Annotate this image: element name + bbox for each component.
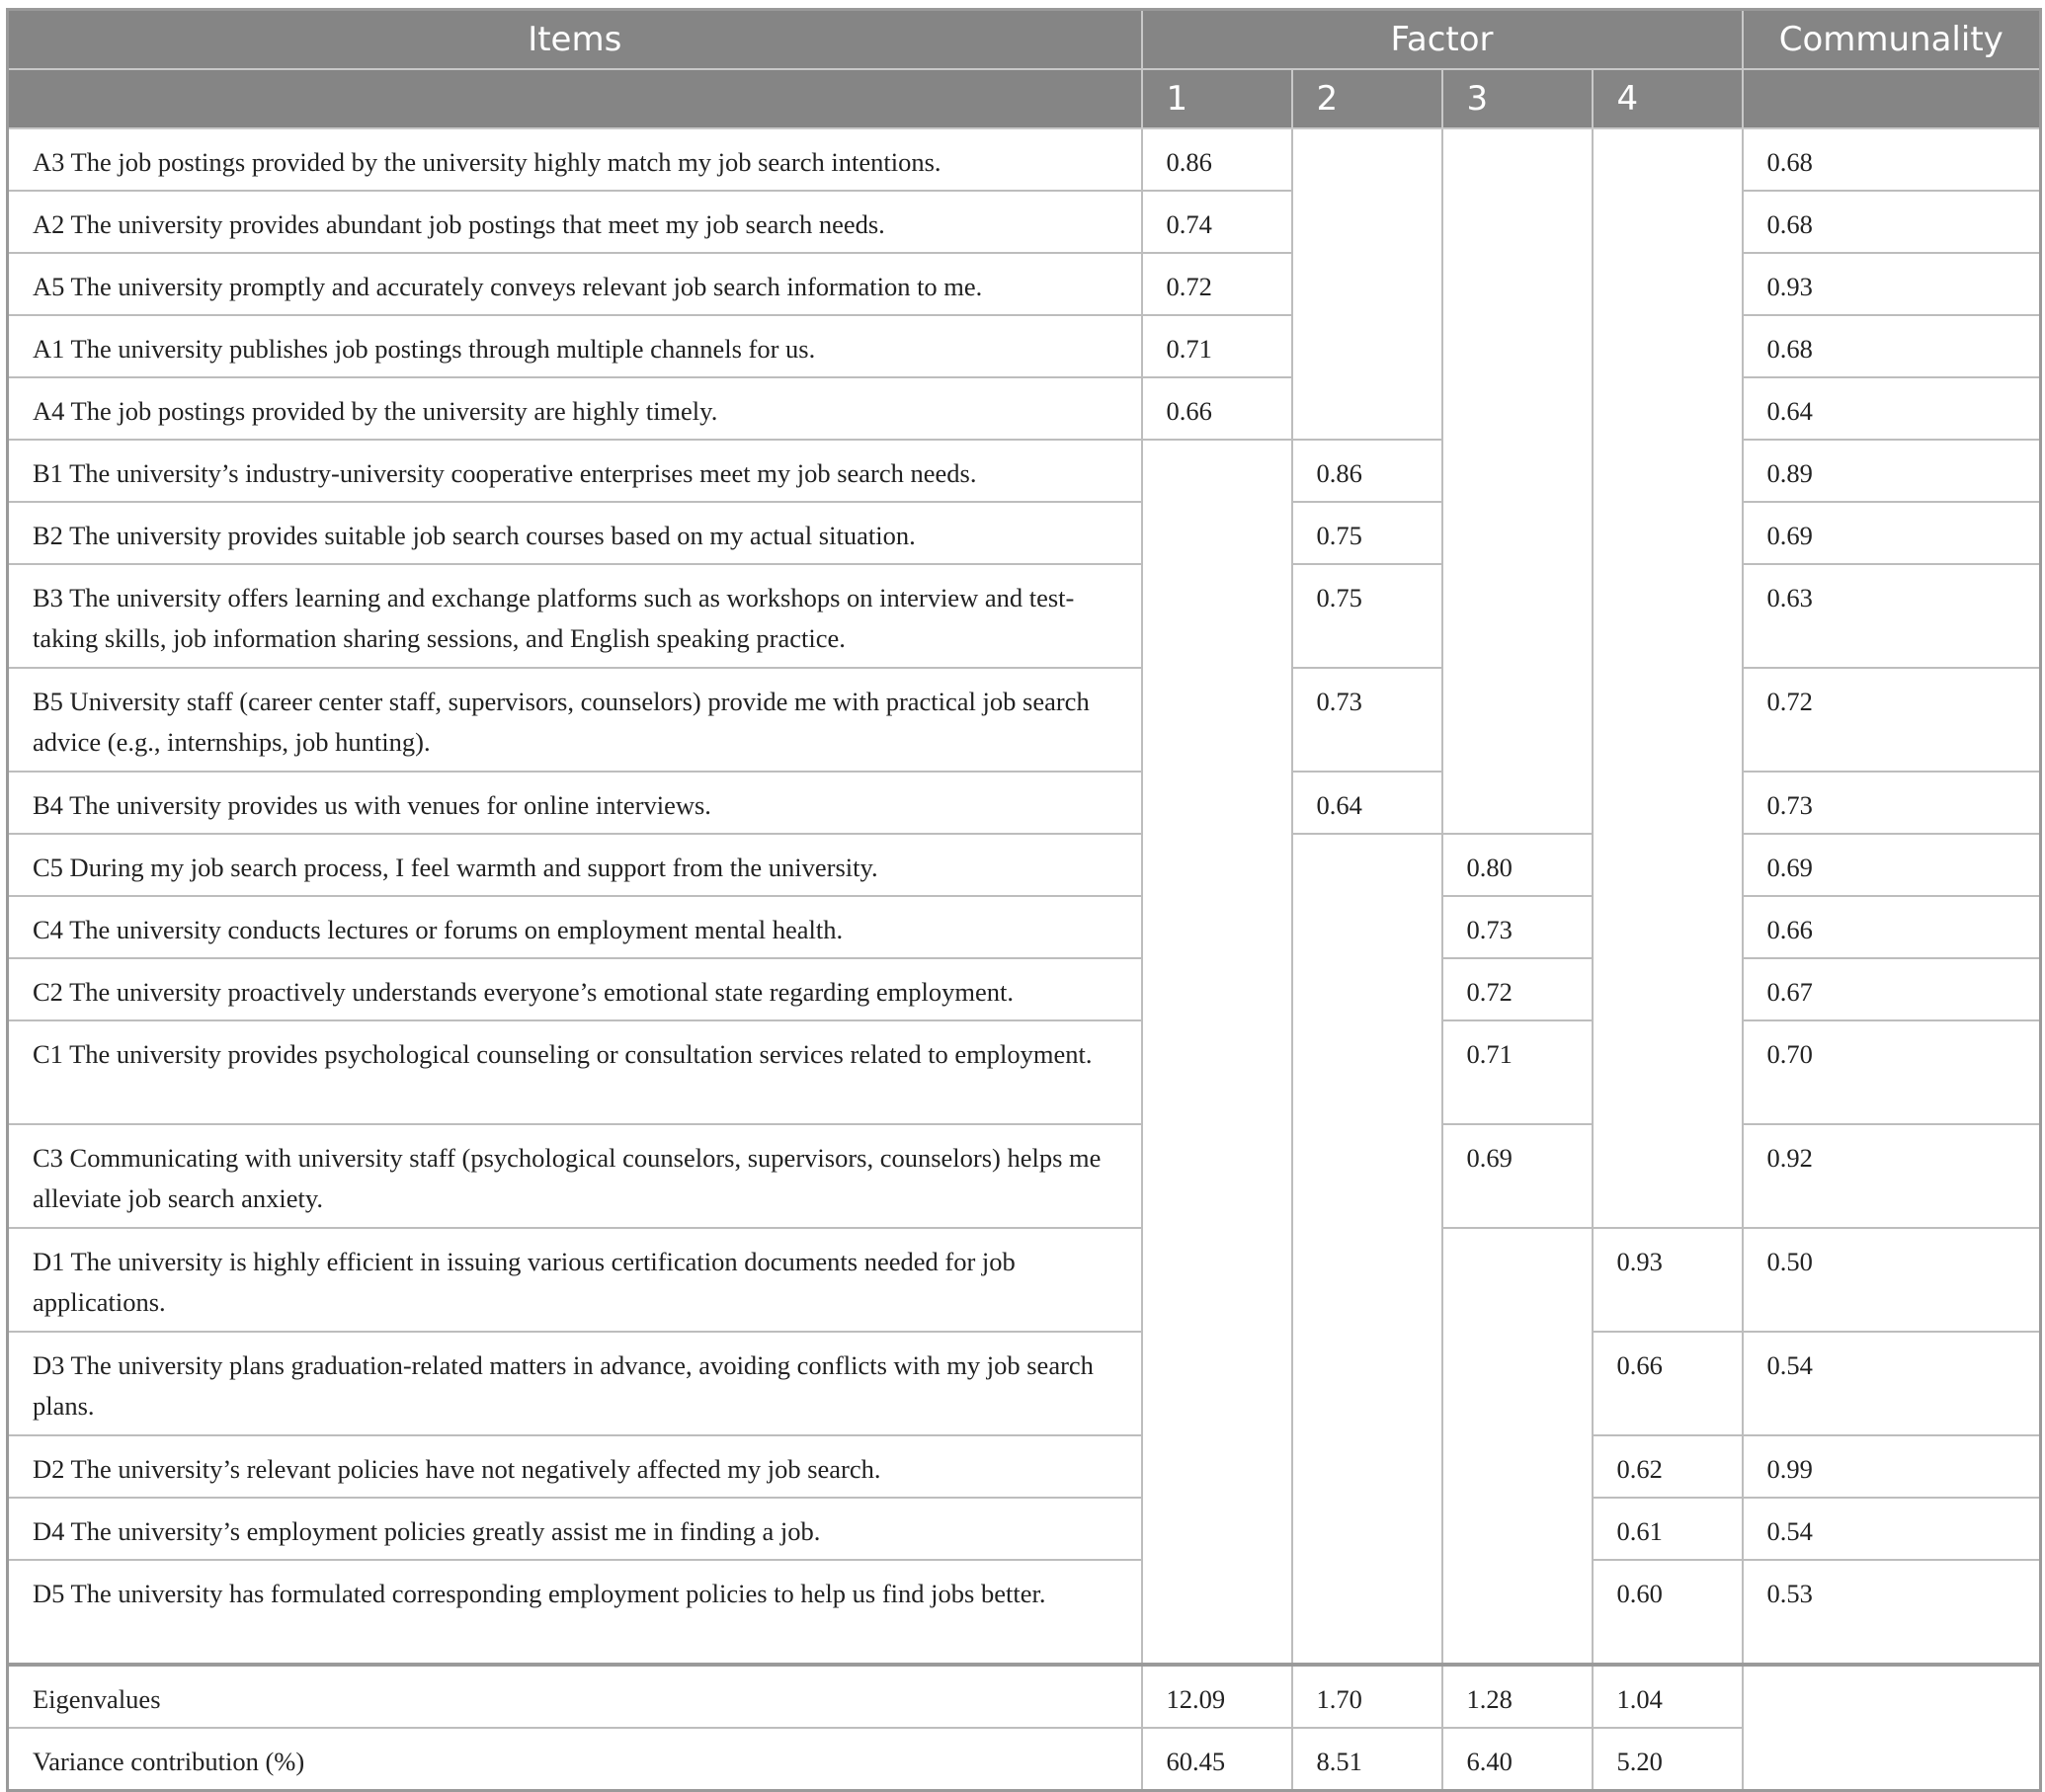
- item-text: D5 The university has formulated corresponding employment policies to help us find jobs better.: [8, 1560, 1142, 1665]
- communality-value: 0.63: [1743, 564, 2041, 668]
- table-row: [8, 1560, 2041, 1665]
- communality-value: 0.68: [1743, 191, 2041, 253]
- header-items: Items: [8, 10, 1142, 70]
- header-factor-1: 1: [1142, 69, 1292, 128]
- summary-label: Eigenvalues: [8, 1665, 1142, 1728]
- factor-2-empty: [1292, 128, 1442, 440]
- item-text: C5 During my job search process, I feel warmth and support from the university.: [8, 834, 1142, 896]
- item-text: A3 The job postings provided by the university highly match my job search intentions.: [8, 128, 1142, 191]
- communality-value: 0.89: [1743, 440, 2041, 502]
- summary-row: [8, 1665, 2041, 1728]
- communality-value: 0.54: [1743, 1498, 2041, 1560]
- item-text: B2 The university provides suitable job search courses based on my actual situation.: [8, 502, 1142, 564]
- factor-4-loading: 0.61: [1593, 1498, 1743, 1560]
- communality-value: 0.53: [1743, 1560, 2041, 1665]
- factor-loadings-table: [6, 8, 2042, 1792]
- summary-factor-1-value: 60.45: [1142, 1728, 1292, 1791]
- header-row-2: [8, 69, 2041, 128]
- communality-value: 0.93: [1743, 253, 2041, 315]
- factor-2-empty: [1292, 834, 1442, 1665]
- item-text: B5 University staff (career center staff, supervisors, counselors) provide me with practical job search advice (e.g., internships, job hunting).: [8, 668, 1142, 772]
- table-body: [8, 128, 2041, 1791]
- factor-2-loading: 0.86: [1292, 440, 1442, 502]
- summary-factor-2-value: 8.51: [1292, 1728, 1442, 1791]
- factor-3-loading: 0.80: [1442, 834, 1593, 896]
- table-row: [8, 1498, 2041, 1560]
- item-text: D2 The university’s relevant policies have not negatively affected my job search.: [8, 1435, 1142, 1498]
- item-text: C2 The university proactively understands everyone’s emotional state regarding employment.: [8, 958, 1142, 1020]
- summary-row: [8, 1728, 2041, 1791]
- header-communality: Communality: [1743, 10, 2041, 70]
- communality-value: 0.73: [1743, 772, 2041, 834]
- factor-3-empty: [1442, 128, 1593, 834]
- factor-4-empty: [1593, 128, 1743, 1228]
- factor-4-loading: 0.60: [1593, 1560, 1743, 1665]
- communality-value: 0.99: [1743, 1435, 2041, 1498]
- factor-3-loading: 0.71: [1442, 1020, 1593, 1124]
- factor-1-loading: 0.72: [1142, 253, 1292, 315]
- summary-factor-4-value: 5.20: [1593, 1728, 1743, 1791]
- factor-1-empty: [1142, 440, 1292, 1665]
- factor-1-loading: 0.86: [1142, 128, 1292, 191]
- item-text: A2 The university provides abundant job postings that meet my job search needs.: [8, 191, 1142, 253]
- summary-factor-1-value: 12.09: [1142, 1665, 1292, 1728]
- communality-value: 0.64: [1743, 377, 2041, 440]
- factor-3-empty: [1442, 1228, 1593, 1665]
- factor-analysis-table-container: [6, 8, 2042, 1792]
- communality-value: 0.68: [1743, 128, 2041, 191]
- factor-3-loading: 0.69: [1442, 1124, 1593, 1228]
- table-row: [8, 1228, 2041, 1332]
- item-text: D1 The university is highly efficient in issuing various certification documents needed for job applications.: [8, 1228, 1142, 1332]
- table-row: [8, 1332, 2041, 1435]
- header-row-1: [8, 10, 2041, 70]
- header-factor-3: 3: [1442, 69, 1593, 128]
- summary-communality-empty: [1743, 1665, 2041, 1791]
- communality-value: 0.69: [1743, 834, 2041, 896]
- item-text: D4 The university’s employment policies greatly assist me in finding a job.: [8, 1498, 1142, 1560]
- item-text: B1 The university’s industry-university cooperative enterprises meet my job search needs.: [8, 440, 1142, 502]
- factor-2-loading: 0.73: [1292, 668, 1442, 772]
- communality-value: 0.66: [1743, 896, 2041, 958]
- item-text: C4 The university conducts lectures or forums on employment mental health.: [8, 896, 1142, 958]
- factor-2-loading: 0.64: [1292, 772, 1442, 834]
- factor-4-loading: 0.93: [1593, 1228, 1743, 1332]
- communality-value: 0.72: [1743, 668, 2041, 772]
- header-blank: [1743, 69, 2041, 128]
- communality-value: 0.70: [1743, 1020, 2041, 1124]
- communality-value: 0.50: [1743, 1228, 2041, 1332]
- item-text: D3 The university plans graduation-related matters in advance, avoiding conflicts with my job search plans.: [8, 1332, 1142, 1435]
- item-text: C3 Communicating with university staff (psychological counselors, supervisors, counselors) helps me alleviate job search anxiety.: [8, 1124, 1142, 1228]
- communality-value: 0.92: [1743, 1124, 2041, 1228]
- summary-factor-2-value: 1.70: [1292, 1665, 1442, 1728]
- header-blank: [8, 69, 1142, 128]
- item-text: A5 The university promptly and accurately conveys relevant job search information to me.: [8, 253, 1142, 315]
- factor-4-loading: 0.66: [1593, 1332, 1743, 1435]
- communality-value: 0.68: [1743, 315, 2041, 377]
- factor-1-loading: 0.66: [1142, 377, 1292, 440]
- item-text: B4 The university provides us with venues for online interviews.: [8, 772, 1142, 834]
- item-text: A4 The job postings provided by the university are highly timely.: [8, 377, 1142, 440]
- summary-factor-3-value: 6.40: [1442, 1728, 1593, 1791]
- table-row: [8, 128, 2041, 191]
- communality-value: 0.54: [1743, 1332, 2041, 1435]
- header-factor-4: 4: [1593, 69, 1743, 128]
- communality-value: 0.67: [1743, 958, 2041, 1020]
- communality-value: 0.69: [1743, 502, 2041, 564]
- factor-3-loading: 0.72: [1442, 958, 1593, 1020]
- header-factor: Factor: [1142, 10, 1743, 70]
- factor-1-loading: 0.71: [1142, 315, 1292, 377]
- summary-factor-3-value: 1.28: [1442, 1665, 1593, 1728]
- item-text: C1 The university provides psychological counseling or consultation services related to employment.: [8, 1020, 1142, 1124]
- header-factor-2: 2: [1292, 69, 1442, 128]
- item-text: A1 The university publishes job postings through multiple channels for us.: [8, 315, 1142, 377]
- factor-2-loading: 0.75: [1292, 502, 1442, 564]
- summary-label: Variance contribution (%): [8, 1728, 1142, 1791]
- factor-1-loading: 0.74: [1142, 191, 1292, 253]
- table-row: [8, 1435, 2041, 1498]
- factor-3-loading: 0.73: [1442, 896, 1593, 958]
- factor-4-loading: 0.62: [1593, 1435, 1743, 1498]
- factor-2-loading: 0.75: [1292, 564, 1442, 668]
- summary-factor-4-value: 1.04: [1593, 1665, 1743, 1728]
- item-text: B3 The university offers learning and exchange platforms such as workshops on interview and test-taking skills, job information sharing sessions, and English speaking practice.: [8, 564, 1142, 668]
